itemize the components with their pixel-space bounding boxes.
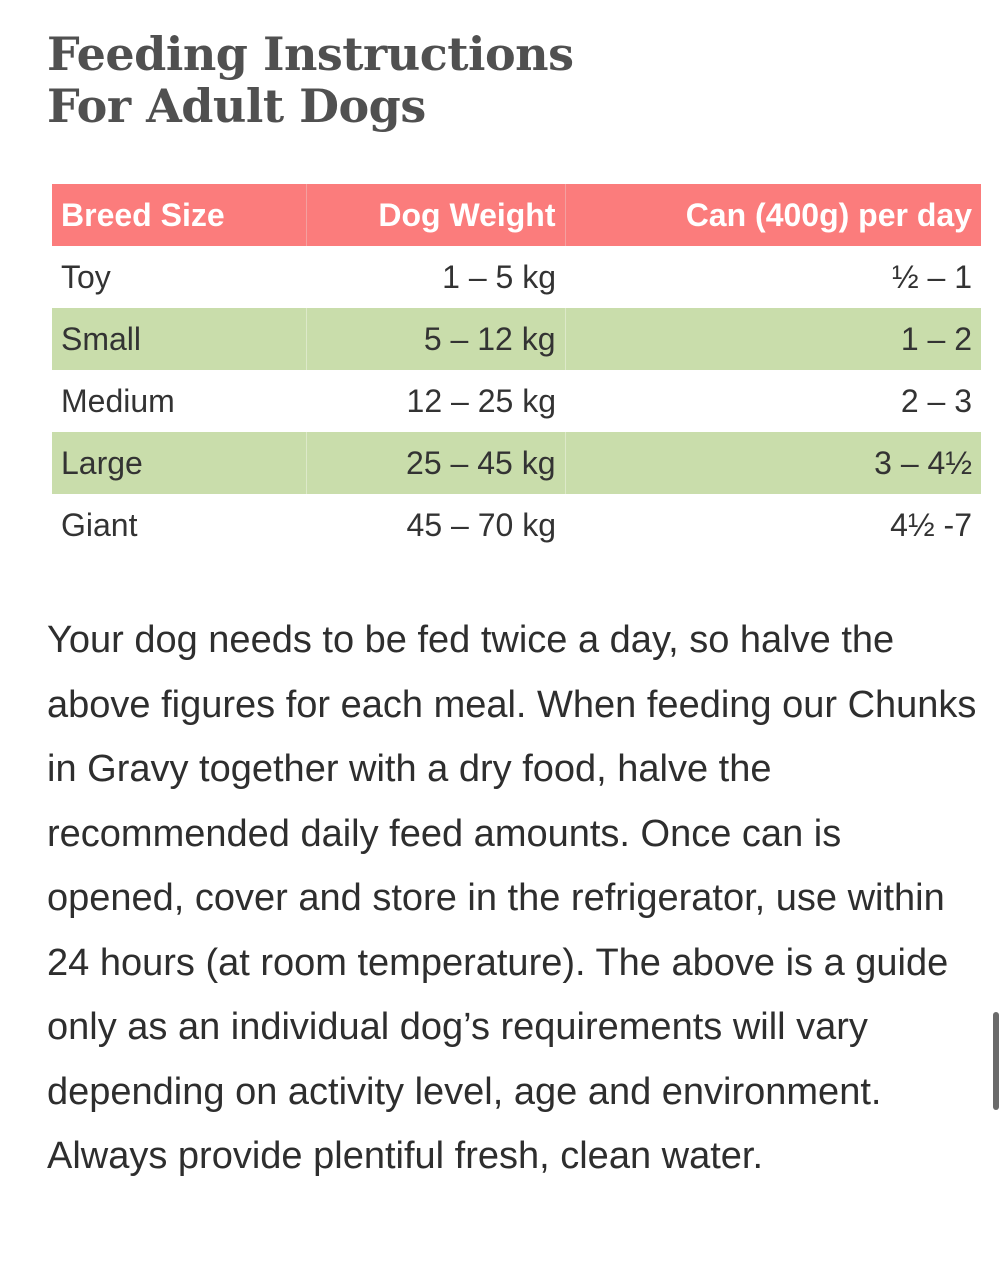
header-breed-size: Breed Size [52, 184, 306, 246]
dog-weight-cell: 1 – 5 kg [442, 258, 556, 295]
cans-per-day-cell: 4½ -7 [890, 506, 972, 543]
dog-weight-cell: 12 – 25 kg [406, 382, 556, 419]
feeding-table [52, 184, 981, 556]
table-row [52, 370, 981, 432]
breed-size-cell: Giant [61, 506, 138, 543]
dog-weight-cell: 45 – 70 kg [406, 506, 556, 543]
header-cans-per-day: Can (400g) per day [565, 184, 981, 246]
table-header-row [52, 184, 981, 246]
cans-per-day-cell: 1 – 2 [565, 308, 981, 370]
page-title-line-1: Feeding Instructions [47, 27, 574, 81]
page-title [47, 28, 947, 132]
table-row [52, 308, 981, 370]
header-dog-weight: Dog Weight [306, 184, 565, 246]
dog-weight-cell: 25 – 45 kg [306, 432, 565, 494]
cans-per-day-cell: ½ – 1 [891, 258, 972, 295]
table-row [52, 246, 981, 308]
breed-size-cell: Small [52, 308, 306, 370]
feeding-instructions-text: Your dog needs to be fed twice a day, so halve the above figures for each meal. When feeding our Chunks in Gravy together with a dry food, halve the recommended daily feed amounts. Once can is opened, cover and store in the refrigerator, use within 24 hours (at room temperature). The above is a guide only as an individual dog’s requirements will vary depending on activity level, age and environment. Always provide plentiful fresh, clean water. [47, 619, 977, 1177]
page-title-line-2: For Adult Dogs [47, 79, 426, 133]
cans-per-day-cell: 2 – 3 [900, 382, 972, 419]
table-row [52, 494, 981, 556]
table-row [52, 432, 981, 494]
breed-size-cell: Medium [61, 382, 175, 419]
breed-size-cell: Large [52, 432, 306, 494]
cans-per-day-cell: 3 – 4½ [565, 432, 981, 494]
dog-weight-cell: 5 – 12 kg [306, 308, 565, 370]
scrollbar-thumb[interactable] [993, 1012, 999, 1110]
breed-size-cell: Toy [61, 258, 111, 295]
